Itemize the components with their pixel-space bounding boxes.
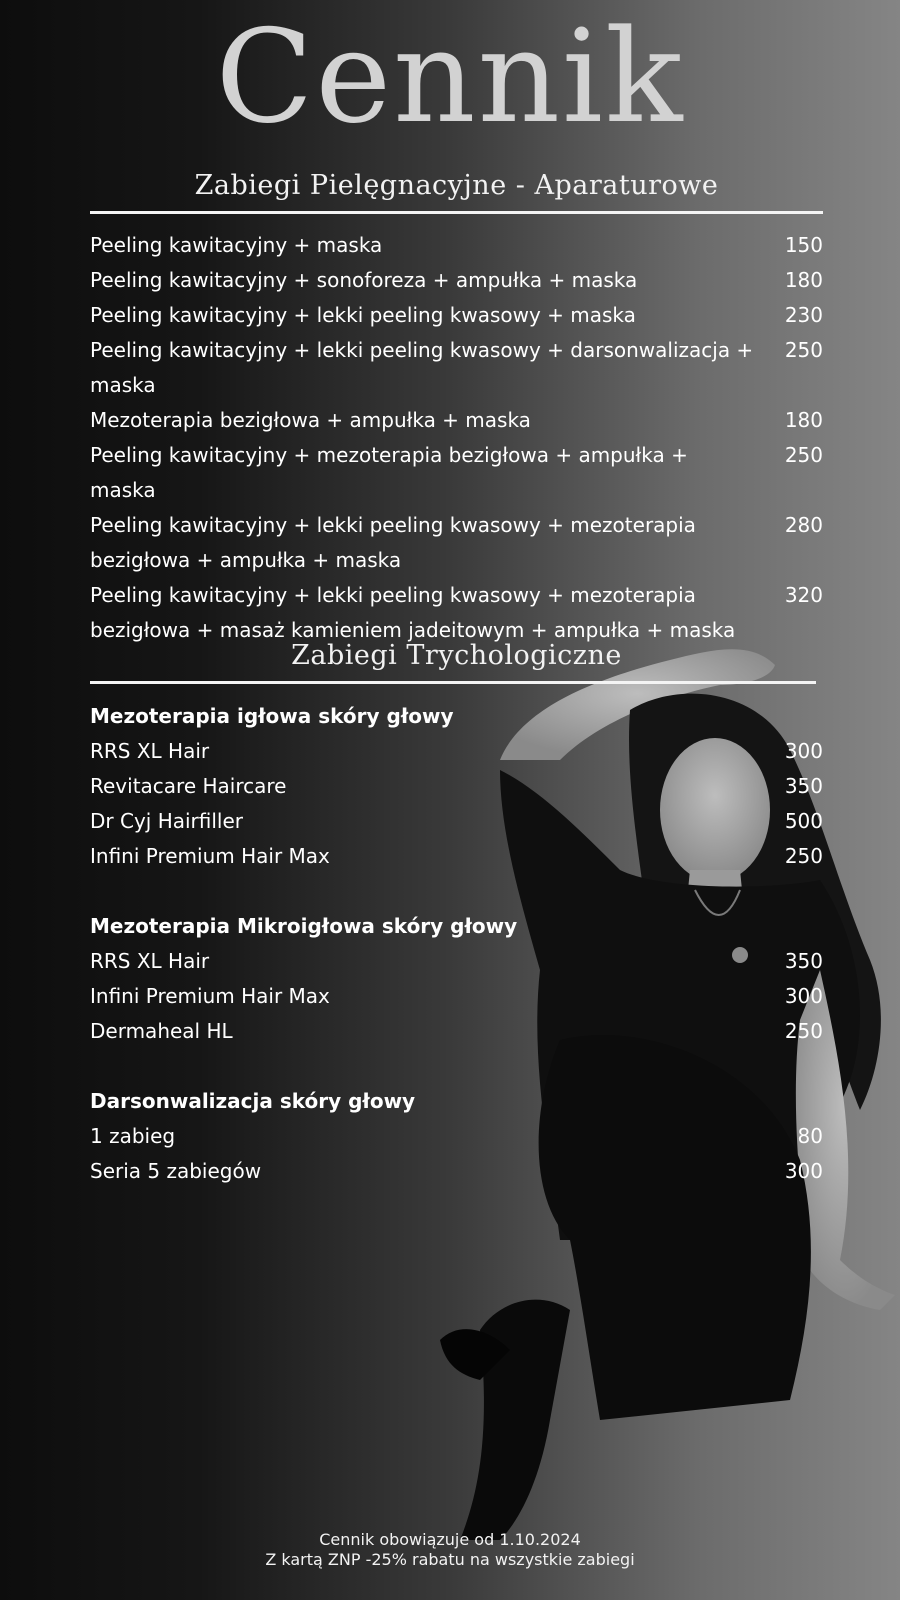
treatment-name: RRS XL Hair [90,739,210,763]
list-item [90,839,823,874]
list-item [90,1014,823,1049]
list-item [90,263,823,298]
list-item [90,333,823,403]
group-title: Mezoterapia Mikroigłowa skóry głowy [90,914,518,938]
section-divider [90,681,816,684]
group-title: Mezoterapia igłowa skóry głowy [90,704,454,728]
treatment-name: RRS XL Hair [90,949,210,973]
group-spacer [90,874,823,909]
treatment-name: Peeling kawitacyjny + maska [90,233,383,257]
page-title: Cennik [215,3,685,152]
list-item [90,578,823,648]
validity-note: Cennik obowiązuje od 1.10.2024 [319,1530,581,1549]
treatment-name: Infini Premium Hair Max [90,844,330,868]
treatment-name: Peeling kawitacyjny + lekki peeling kwasowy + mezoterapia bezigłowa + masaż kamieniem jadeitowym + ampułka + maska [90,583,736,642]
list-item [90,769,823,804]
section-heading-trychologiczne: Zabiegi Trychologiczne [291,640,622,671]
group-spacer [90,1049,823,1084]
treatment-price: 250 [784,338,823,362]
list-item [90,804,823,839]
treatment-name: Seria 5 zabiegów [90,1159,262,1183]
treatment-price: 180 [784,268,823,292]
list-item [90,298,823,333]
treatment-name: Infini Premium Hair Max [90,984,330,1008]
trychologiczne-list [90,699,823,1189]
list-item [90,734,823,769]
list-item [90,508,823,578]
list-item [90,228,823,263]
treatment-price: 180 [784,408,823,432]
treatment-price: 280 [784,513,823,537]
treatment-name: Peeling kawitacyjny + sonoforeza + ampułka + maska [90,268,638,292]
list-item [90,438,823,508]
list-item [90,1154,823,1189]
treatment-price: 350 [784,949,823,973]
list-item [90,403,823,438]
discount-note: Z kartą ZNP -25% rabatu na wszystkie zabiegi [265,1550,635,1569]
section-heading-aparaturowe: Zabiegi Pielęgnacyjne - Aparaturowe [194,170,719,201]
treatment-name: Peeling kawitacyjny + lekki peeling kwasowy + maska [90,303,636,327]
treatment-name: 1 zabieg [90,1124,176,1148]
section-divider [90,211,823,214]
group-title: Darsonwalizacja skóry głowy [90,1089,416,1113]
treatment-price: 250 [784,443,823,467]
footer [0,1530,900,1570]
list-item [90,1119,823,1154]
treatment-name: Dermaheal HL [90,1019,233,1043]
treatment-price: 300 [784,984,823,1008]
list-item [90,979,823,1014]
treatment-price: 150 [784,233,823,257]
treatment-name: Mezoterapia bezigłowa + ampułka + maska [90,408,531,432]
treatment-name: Peeling kawitacyjny + lekki peeling kwasowy + mezoterapia bezigłowa + ampułka + maska [90,513,696,572]
treatment-price: 230 [784,303,823,327]
treatment-price: 250 [784,844,823,868]
aparaturowe-list [90,228,823,648]
treatment-name: Revitacare Haircare [90,774,287,798]
list-item [90,944,823,979]
treatment-name: Dr Cyj Hairfiller [90,809,244,833]
treatment-price: 350 [784,774,823,798]
treatment-price: 80 [797,1124,823,1148]
treatment-price: 300 [784,1159,823,1183]
treatment-name: Peeling kawitacyjny + mezoterapia bezigłowa + ampułka + maska [90,443,688,502]
treatment-name: Peeling kawitacyjny + lekki peeling kwasowy + darsonwalizacja + maska [90,338,754,397]
treatment-price: 250 [784,1019,823,1043]
treatment-price: 320 [784,583,823,607]
treatment-price: 300 [784,739,823,763]
treatment-price: 500 [784,809,823,833]
